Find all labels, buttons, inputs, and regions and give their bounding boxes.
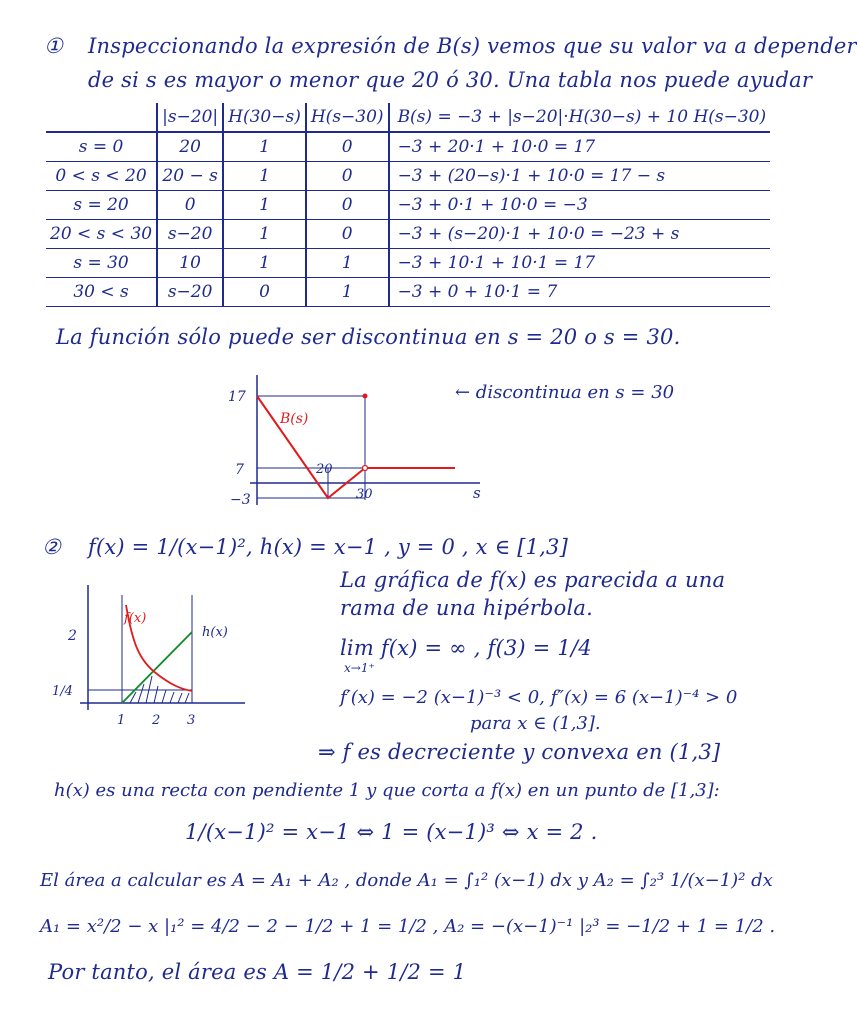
p2-line-8: h(x) es una recta con pendiente 1 y que corta a f(x) en un punto de [1,3]: bbox=[54, 780, 720, 801]
p2-line-2: rama de una hipérbola. bbox=[340, 596, 594, 620]
table-cell: 20 bbox=[157, 132, 223, 162]
problem-2-statement: f(x) = 1/(x−1)², h(x) = x−1 , y = 0 , x ∈ [1,3] bbox=[88, 535, 568, 559]
table-cell: −3 + (s−20)·1 + 10·0 = −23 + s bbox=[389, 220, 771, 249]
bs-y-tick-minus-3: −3 bbox=[230, 492, 251, 508]
p2-line-11: A₁ = x²/2 − x |₁² = 4/2 − 2 − 1/2 + 1 = 1/2 , A₂ = −(x−1)⁻¹ |₂³ = −1/2 + 1 = 1/2 . bbox=[40, 916, 776, 937]
bs-x-axis-label: s bbox=[473, 484, 481, 502]
fx-hx-graph bbox=[30, 580, 260, 730]
table-cell: 1 bbox=[306, 249, 389, 278]
p2-line-5: f′(x) = −2 (x−1)⁻³ < 0, f″(x) = 6 (x−1)⁻⁴ > 0 bbox=[340, 687, 738, 708]
p2-line-4: x→1⁺ bbox=[344, 661, 375, 675]
p2-line-10: El área a calcular es A = A₁ + A₂ , donde A₁ = ∫₁² (x−1) dx y A₂ = ∫₂³ 1/(x−1)² dx bbox=[40, 870, 773, 891]
problem-1-conclusion: La función sólo puede ser discontinua en s = 20 o s = 30. bbox=[56, 325, 681, 349]
table-cell: 0 bbox=[306, 162, 389, 191]
table-cell: 20 < s < 30 bbox=[46, 220, 157, 249]
p2-line-3: lim f(x) = ∞ , f(3) = 1/4 bbox=[340, 636, 592, 660]
table-header-cell: H(s−30) bbox=[306, 103, 389, 132]
fx-x-tick-1: 1 bbox=[117, 713, 126, 728]
table-cell: s = 0 bbox=[46, 132, 157, 162]
table-cell: 1 bbox=[223, 220, 306, 249]
table-header-row bbox=[46, 103, 770, 132]
problem-1-number: ① bbox=[44, 34, 64, 58]
bs-y-tick-17: 17 bbox=[228, 389, 246, 405]
table-cell: −3 + 10·1 + 10·1 = 17 bbox=[389, 249, 771, 278]
fx-x-tick-3: 3 bbox=[187, 713, 196, 728]
table-cell: −3 + 20·1 + 10·0 = 17 bbox=[389, 132, 771, 162]
bs-x-tick-20: 20 bbox=[316, 462, 333, 477]
discontinuity-note: ← discontinua en s = 30 bbox=[455, 382, 675, 403]
p2-line-9: 1/(x−1)² = x−1 ⇔ 1 = (x−1)³ ⇔ x = 2 . bbox=[185, 820, 598, 844]
p2-line-6: para x ∈ (1,3]. bbox=[470, 713, 601, 734]
table-cell: 30 < s bbox=[46, 278, 157, 307]
table-cell: s−20 bbox=[157, 220, 223, 249]
table-cell: 0 bbox=[306, 132, 389, 162]
hx-line-label: h(x) bbox=[202, 625, 228, 640]
table-cell: 1 bbox=[223, 191, 306, 220]
bs-y-tick-7: 7 bbox=[235, 462, 244, 478]
values-table bbox=[46, 103, 770, 307]
table-cell: 0 bbox=[306, 191, 389, 220]
table-cell: 1 bbox=[223, 249, 306, 278]
fx-curve-label: f(x) bbox=[124, 611, 147, 626]
table-cell: 10 bbox=[157, 249, 223, 278]
table-row bbox=[46, 191, 770, 220]
table-cell: s = 30 bbox=[46, 249, 157, 278]
table-cell: 1 bbox=[306, 278, 389, 307]
p2-line-12: Por tanto, el área es A = 1/2 + 1/2 = 1 bbox=[48, 960, 467, 984]
table-cell: 20 − s bbox=[157, 162, 223, 191]
table-row bbox=[46, 162, 770, 191]
bs-curve-label: B(s) bbox=[280, 411, 309, 427]
table-header-cell: |s−20| bbox=[157, 103, 223, 132]
p2-line-1: La gráfica de f(x) es parecida a una bbox=[340, 568, 726, 592]
table-cell: −3 + 0·1 + 10·0 = −3 bbox=[389, 191, 771, 220]
fx-y-tick-quarter: 1/4 bbox=[52, 684, 73, 699]
table-cell: 1 bbox=[223, 132, 306, 162]
fx-x-tick-2: 2 bbox=[152, 713, 161, 728]
table-header-cell: H(30−s) bbox=[223, 103, 306, 132]
bs-open-point-30 bbox=[363, 466, 368, 471]
table-cell: 0 bbox=[223, 278, 306, 307]
bs-point-30 bbox=[363, 394, 368, 399]
table-cell: 1 bbox=[223, 162, 306, 191]
table-cell: 0 bbox=[157, 191, 223, 220]
table-cell: 0 < s < 20 bbox=[46, 162, 157, 191]
table-cell: s = 20 bbox=[46, 191, 157, 220]
p2-line-7: ⇒ f es decreciente y convexa en (1,3] bbox=[318, 740, 721, 764]
fx-y-tick-2: 2 bbox=[68, 628, 77, 644]
problem-1-line-2: de si s es mayor o menor que 20 ó 30. Una tabla nos puede ayudar bbox=[88, 68, 813, 92]
table-row bbox=[46, 278, 770, 307]
bs-x-tick-30: 30 bbox=[356, 487, 373, 502]
table-cell: −3 + (20−s)·1 + 10·0 = 17 − s bbox=[389, 162, 771, 191]
table-cell: 0 bbox=[306, 220, 389, 249]
table-cell: s−20 bbox=[157, 278, 223, 307]
problem-1-line-1: Inspeccionando la expresión de B(s) vemos que su valor va a depender bbox=[88, 34, 857, 58]
table-row bbox=[46, 132, 770, 162]
table-header-cell bbox=[46, 103, 157, 132]
table-row bbox=[46, 220, 770, 249]
problem-2-number: ② bbox=[42, 535, 62, 559]
table-cell: −3 + 0 + 10·1 = 7 bbox=[389, 278, 771, 307]
table-row bbox=[46, 249, 770, 278]
table-header-cell: B(s) = −3 + |s−20|·H(30−s) + 10 H(s−30) bbox=[389, 103, 771, 132]
